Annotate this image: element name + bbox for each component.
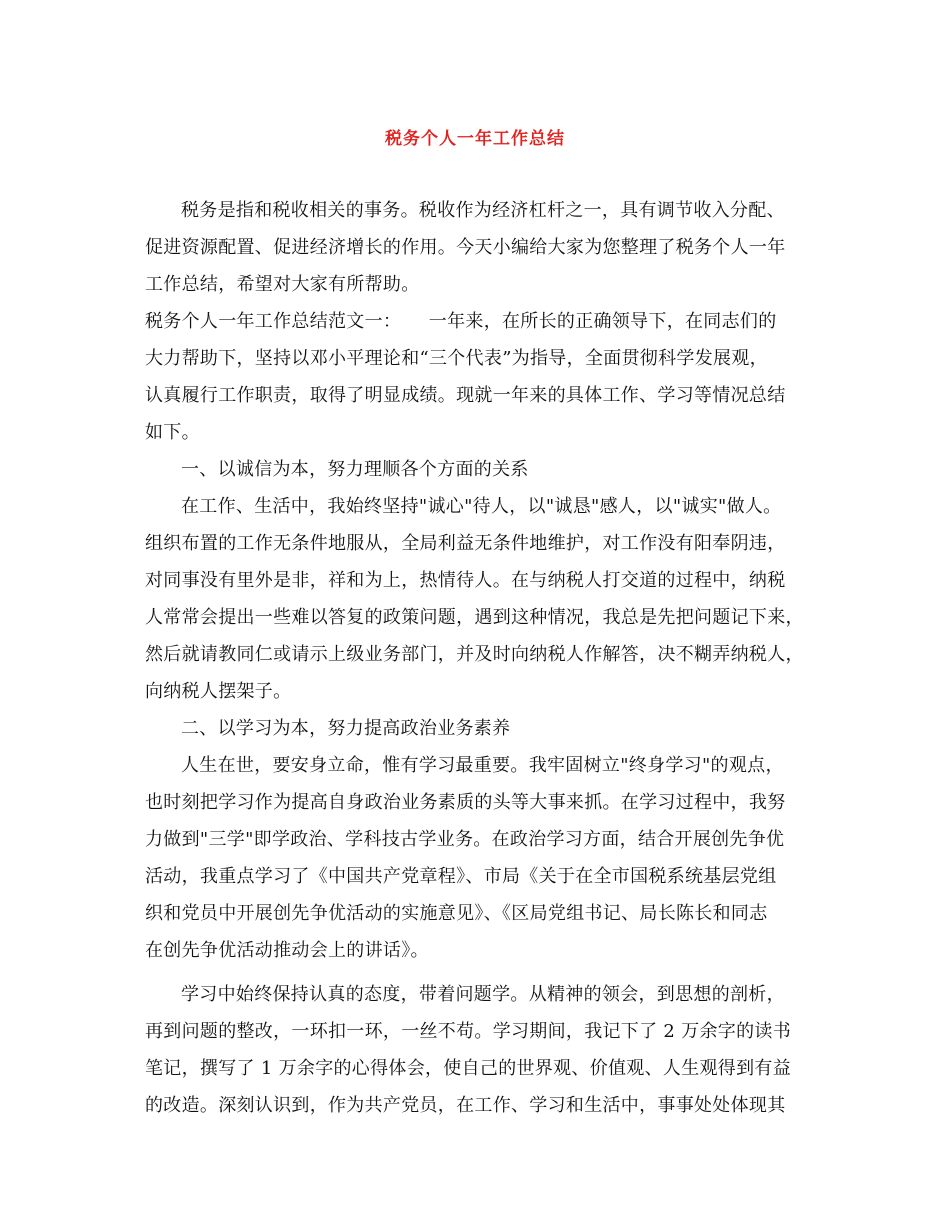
body-line: 人常常会提出一些难以答复的政策问题，遇到这种情况，我总是先把问题记下来， <box>145 607 804 628</box>
body-line: 大力帮助下，坚持以邓小平理论和“三个代表”为指导，全面贯彻科学发展观， <box>145 348 768 369</box>
body-line: 对同事没有里外是非，祥和为上，热情待人。在与纳税人打交道的过程中，纳税 <box>145 570 786 591</box>
section-heading: 二、以学习为本，努力提高政治业务素养 <box>181 718 511 739</box>
body-line: 促进资源配置、促进经济增长的作用。今天小编给大家为您整理了税务个人一年 <box>145 237 786 258</box>
body-line: 笔记，撰写了 1 万余字的心得体会，使自己的世界观、价值观、人生观得到有益 <box>145 1058 791 1079</box>
body-line: 学习中始终保持认真的态度，带着问题学。从精神的领会，到思想的剖析， <box>181 984 785 1005</box>
body-line: 人生在世，要安身立命，惟有学习最重要。我牢固树立"终身学习"的观点， <box>181 755 784 776</box>
body-line: 织和党员中开展创先争优活动的实施意见》、《区局党组书记、局长陈长和同志 <box>145 903 768 924</box>
body-line: 税务是指和税收相关的事务。税收作为经济杠杆之一，具有调节收入分配、 <box>181 200 785 221</box>
body-line: 在创先争优活动推动会上的讲话》。 <box>145 940 429 961</box>
body-line: 力做到"三学"即学政治、学科技古学业务。在政治学习方面，结合开展创先争优 <box>145 829 785 850</box>
body-line: 然后就请教同仁或请示上级业务部门，并及时向纳税人作解答，决不糊弄纳税人， <box>145 644 804 665</box>
body-line: 向纳税人摆架子。 <box>145 681 292 702</box>
body-line: 组织布置的工作无条件地服从，全局利益无条件地维护，对工作没有阳奉阴违， <box>145 533 786 554</box>
body-line: 在工作、生活中，我始终坚持"诚心"待人，以"诚恳"感人，以"诚实"做人。 <box>181 496 782 517</box>
section-heading: 一、以诚信为本，努力理顺各个方面的关系 <box>181 459 529 480</box>
body-line: 工作总结，希望对大家有所帮助。 <box>145 274 420 295</box>
body-line: 的改造。深刻认识到，作为共产党员，在工作、学习和生活中，事事处处体现其 <box>145 1095 786 1116</box>
body-line: 再到问题的整改，一环扣一环，一丝不苟。学习期间，我记下了 2 万余字的读书 <box>145 1021 791 1042</box>
body-line: 活动，我重点学习了《中国共产党章程》、市局《关于在全市国税系统基层党组 <box>145 866 777 887</box>
document-body <box>145 192 805 1124</box>
body-line: 认真履行工作职责，取得了明显成绩。现就一年来的具体工作、学习等情况总结 <box>145 385 786 406</box>
body-line: 如下。 <box>145 422 200 443</box>
body-line: 税务个人一年工作总结范文一： 一年来，在所长的正确领导下，在同志们的 <box>145 311 777 332</box>
body-line: 也时刻把学习作为提高自身政治业务素质的头等大事来抓。在学习过程中，我努 <box>145 792 786 813</box>
document-title: 税务个人一年工作总结 <box>385 129 565 149</box>
